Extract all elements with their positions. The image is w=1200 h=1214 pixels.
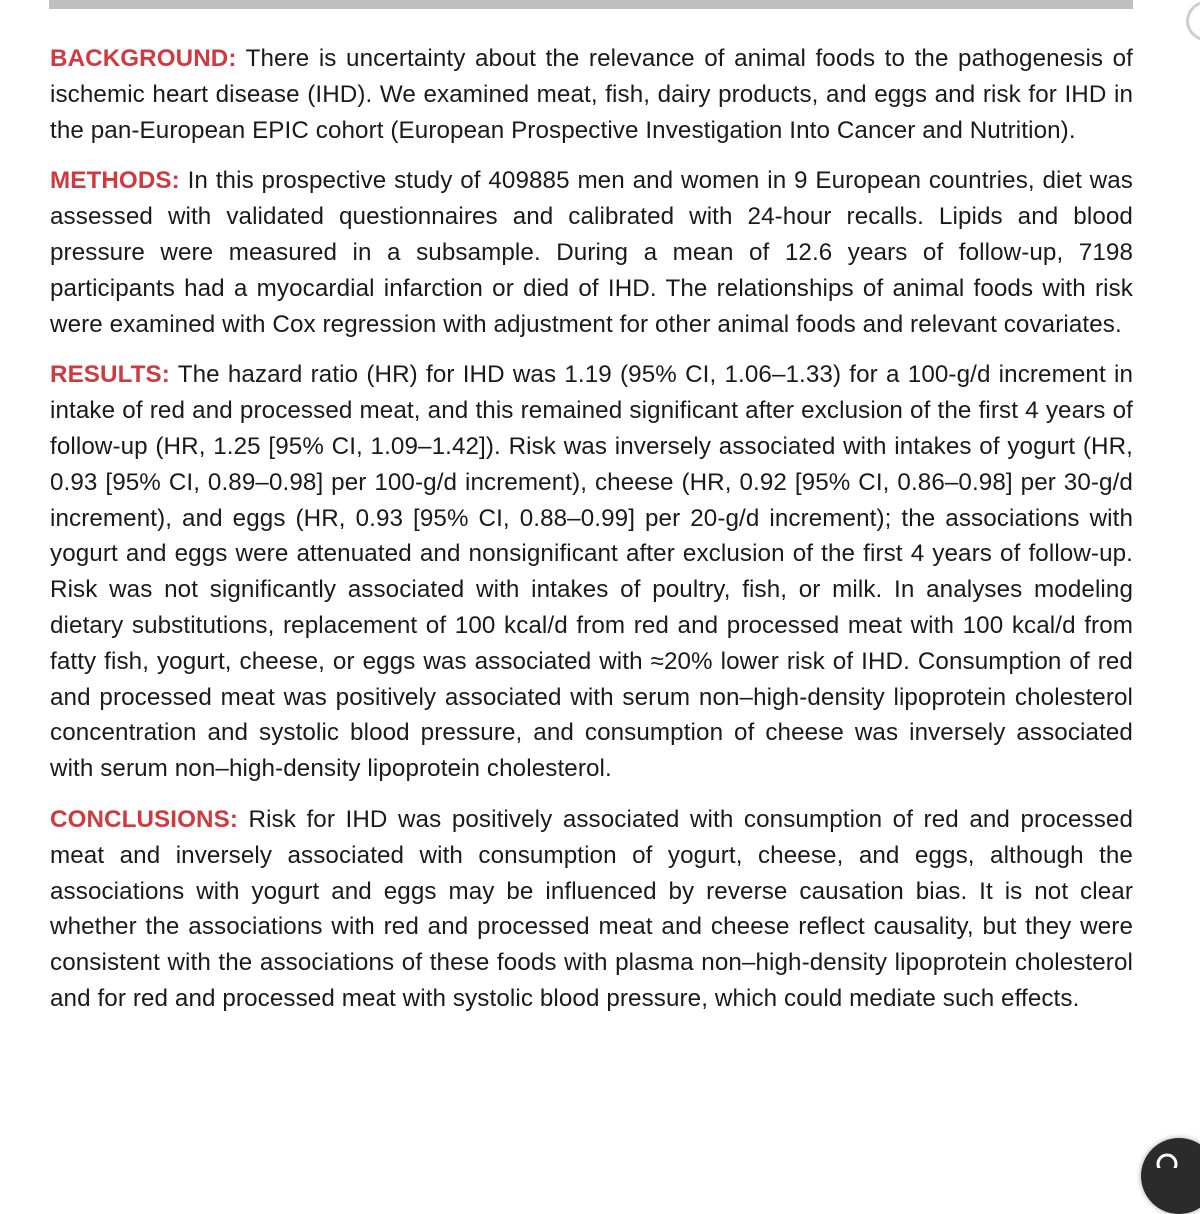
floating-edit-button[interactable] xyxy=(1141,1138,1200,1214)
section-label-results: RESULTS: xyxy=(50,361,170,389)
section-text-methods: In this prospective study of 409885 men and women in 9 European countries, diet was assessed with validated questionnaires and calibrated with 24-hour recalls. Lipids and blood pressure were measured in a subsample. During a mean of 12.6 years of follow-up, 7198 participants had a myocardial infarction or died of IHD. The relationships of animal foods with risk were examined with Cox regression with adjustment for other animal foods and relevant covariates. xyxy=(50,167,1133,338)
section-label-background: BACKGROUND: xyxy=(50,45,237,72)
edge-circle-button[interactable] xyxy=(1186,0,1200,42)
abstract-body xyxy=(50,41,1133,1032)
section-results xyxy=(50,357,1133,787)
section-text-conclusions: Risk for IHD was positively associated with consumption of red and processed meat and inversely associated with consumption of yogurt, cheese, and eggs, although the associations with yogurt and eggs may be influenced by reverse causation bias. It is not clear whether the associations with red and processed meat and cheese reflect causality, but they were consistent with the associations of these foods with plasma non–high-density lipoprotein cholesterol and for red and processed meat with systolic blood pressure, which could mediate such effects. xyxy=(50,805,1133,1012)
edit-icon xyxy=(1155,1152,1179,1168)
section-conclusions xyxy=(50,802,1133,1017)
section-label-conclusions: CONCLUSIONS: xyxy=(50,805,238,833)
section-text-background: There is uncertainty about the relevance of animal foods to the pathogenesis of ischemic heart disease (IHD). We examined meat, fish, dairy products, and eggs and risk for IHD in the pan-European EPIC cohort (European Prospective Investigation Into Cancer and Nutrition). xyxy=(50,45,1133,144)
section-background xyxy=(50,41,1133,148)
section-methods xyxy=(50,163,1133,342)
top-divider xyxy=(49,0,1133,9)
section-label-methods: METHODS: xyxy=(50,167,180,195)
section-text-results: The hazard ratio (HR) for IHD was 1.19 (95% CI, 1.06–1.33) for a 100-g/d increment in intake of red and processed meat, and this remained significant after exclusion of the first 4 years of follow-up (HR, 1.25 [95% CI, 1.09–1.42]). Risk was inversely associated with intakes of yogurt (HR, 0.93 [95% CI, 0.89–0.98] per 100-g/d increment), cheese (HR, 0.92 [95% CI, 0.86–0.98] per 30-g/d increment), and eggs (HR, 0.93 [95% CI, 0.88–0.99] per 20-g/d increment); the associations with yogurt and eggs were attenuated and nonsignificant after exclusion of the first 4 years of follow-up. Risk was not significantly associated with intakes of poultry, fish, or milk. In analyses modeling dietary substitutions, replacement of 100 kcal/d from red and processed meat with 100 kcal/d from fatty fish, yogurt, cheese, or eggs was associated with ≈20% lower risk of IHD. Consumption of red and processed meat was positively associated with serum non–high-density lipoprotein cholesterol concentration and systolic blood pressure, and consumption of cheese was inversely associated with serum non–high-density lipoprotein cholesterol. xyxy=(50,361,1133,783)
